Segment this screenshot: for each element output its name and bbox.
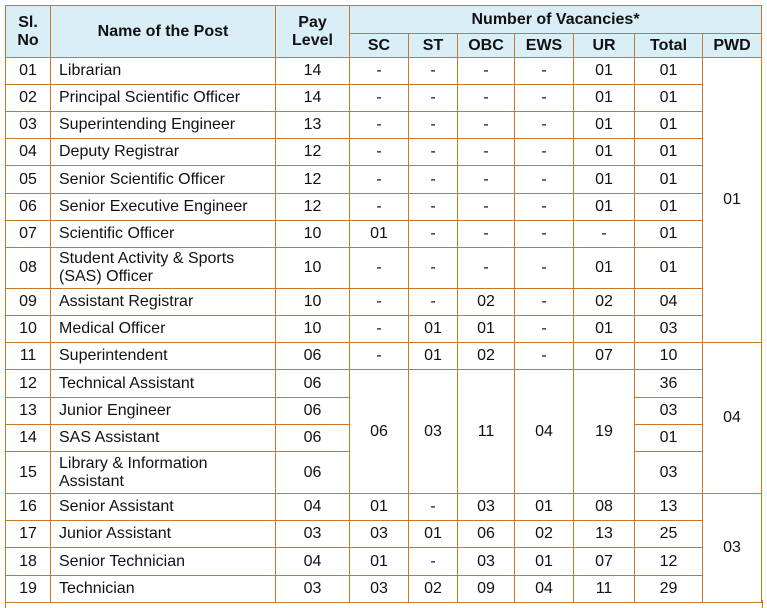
cell-st: - bbox=[409, 112, 458, 139]
cell-ews: - bbox=[515, 289, 574, 316]
cell-ur: 08 bbox=[574, 494, 635, 521]
cell-ur: 07 bbox=[574, 343, 635, 370]
cell-sl-no: 10 bbox=[6, 316, 51, 343]
cell-sc: - bbox=[350, 85, 409, 112]
cell-total: 36 bbox=[635, 370, 703, 398]
cell-post-name: Senior Technician bbox=[51, 548, 276, 576]
cell-sc: 01 bbox=[350, 221, 409, 248]
cell-sc: - bbox=[350, 194, 409, 221]
header-ews: EWS bbox=[515, 34, 574, 58]
cell-sl-no: 12 bbox=[6, 370, 51, 398]
table-row bbox=[6, 370, 762, 398]
cell-ews: - bbox=[515, 343, 574, 370]
cell-ews: 01 bbox=[515, 494, 574, 521]
cell-post-name: Medical Officer bbox=[51, 316, 276, 343]
table-row bbox=[6, 85, 762, 112]
cell-pay-level: 10 bbox=[276, 316, 350, 343]
header-name-of-post: Name of the Post bbox=[51, 6, 276, 58]
cell-obc: - bbox=[458, 85, 515, 112]
cell-st: - bbox=[409, 85, 458, 112]
cell-total: 04 bbox=[635, 289, 703, 316]
cell-ur: 02 bbox=[574, 289, 635, 316]
cell-st: - bbox=[409, 139, 458, 166]
cell-total: 03 bbox=[635, 452, 703, 494]
cell-pay-level: 14 bbox=[276, 85, 350, 112]
cell-sc: - bbox=[350, 289, 409, 316]
cell-post-name: Technician bbox=[51, 576, 276, 603]
cell-ur: 01 bbox=[574, 112, 635, 139]
table-row bbox=[6, 194, 762, 221]
cell-post-name: Junior Assistant bbox=[51, 521, 276, 548]
cell-ur-merged: 19 bbox=[574, 370, 635, 494]
cell-pay-level: 14 bbox=[276, 58, 350, 85]
cell-sc: - bbox=[350, 112, 409, 139]
cell-obc-merged: 11 bbox=[458, 370, 515, 494]
header-obc: OBC bbox=[458, 34, 515, 58]
table-row bbox=[6, 139, 762, 166]
cell-pay-level: 12 bbox=[276, 139, 350, 166]
cell-st: - bbox=[409, 194, 458, 221]
table-row bbox=[6, 166, 762, 194]
cell-ews: 01 bbox=[515, 548, 574, 576]
cell-sl-no: 08 bbox=[6, 248, 51, 289]
cell-post-name: Scientific Officer bbox=[51, 221, 276, 248]
cell-obc: - bbox=[458, 139, 515, 166]
cell-sl-no: 17 bbox=[6, 521, 51, 548]
cell-sl-no: 19 bbox=[6, 576, 51, 603]
header-sc: SC bbox=[350, 34, 409, 58]
cell-total: 01 bbox=[635, 112, 703, 139]
cell-sl-no: 18 bbox=[6, 548, 51, 576]
cell-pay-level: 06 bbox=[276, 343, 350, 370]
cell-sl-no: 13 bbox=[6, 398, 51, 425]
cell-obc: - bbox=[458, 112, 515, 139]
cell-pay-level: 10 bbox=[276, 248, 350, 289]
cell-ur: 01 bbox=[574, 85, 635, 112]
cell-sl-no: 07 bbox=[6, 221, 51, 248]
cell-pay-level: 06 bbox=[276, 398, 350, 425]
cell-st: - bbox=[409, 248, 458, 289]
cell-pay-level: 03 bbox=[276, 521, 350, 548]
cell-post-name: Senior Assistant bbox=[51, 494, 276, 521]
cell-sl-no: 09 bbox=[6, 289, 51, 316]
table-row bbox=[6, 494, 762, 521]
cell-post-name: Librarian bbox=[51, 58, 276, 85]
cell-total: 01 bbox=[635, 425, 703, 452]
cell-st-merged: 03 bbox=[409, 370, 458, 494]
cell-st: - bbox=[409, 221, 458, 248]
cell-st: - bbox=[409, 166, 458, 194]
table-row bbox=[6, 248, 762, 289]
cell-pay-level: 12 bbox=[276, 166, 350, 194]
table-row bbox=[6, 58, 762, 85]
cell-st: - bbox=[409, 289, 458, 316]
table-row bbox=[6, 221, 762, 248]
cell-ews: - bbox=[515, 316, 574, 343]
cell-pay-level: 04 bbox=[276, 548, 350, 576]
cell-obc: 02 bbox=[458, 343, 515, 370]
cell-ews: - bbox=[515, 194, 574, 221]
cell-ews-merged: 04 bbox=[515, 370, 574, 494]
cell-ews: - bbox=[515, 112, 574, 139]
cell-obc: - bbox=[458, 221, 515, 248]
cell-pay-level: 12 bbox=[276, 194, 350, 221]
cell-pwd-group-2: 04 bbox=[703, 343, 762, 494]
cell-total: 01 bbox=[635, 139, 703, 166]
cell-sl-no: 15 bbox=[6, 452, 51, 494]
cell-st: 02 bbox=[409, 576, 458, 603]
cell-sc: 01 bbox=[350, 494, 409, 521]
cell-ews: - bbox=[515, 221, 574, 248]
cell-sc: 01 bbox=[350, 548, 409, 576]
cell-obc: 09 bbox=[458, 576, 515, 603]
cell-total: 10 bbox=[635, 343, 703, 370]
cell-ur: 07 bbox=[574, 548, 635, 576]
cell-sc: - bbox=[350, 139, 409, 166]
cell-post-name: Assistant Registrar bbox=[51, 289, 276, 316]
cell-sc: 03 bbox=[350, 576, 409, 603]
cell-st: - bbox=[409, 58, 458, 85]
cell-total: 29 bbox=[635, 576, 703, 603]
cell-sl-no: 16 bbox=[6, 494, 51, 521]
cell-pay-level: 06 bbox=[276, 370, 350, 398]
cell-obc: 01 bbox=[458, 316, 515, 343]
cell-obc: 03 bbox=[458, 494, 515, 521]
cell-obc: - bbox=[458, 248, 515, 289]
cell-ews: - bbox=[515, 166, 574, 194]
cell-pay-level: 10 bbox=[276, 289, 350, 316]
cell-obc: 03 bbox=[458, 548, 515, 576]
cell-post-name: Superintending Engineer bbox=[51, 112, 276, 139]
cell-post-name: Superintendent bbox=[51, 343, 276, 370]
cell-sl-no: 06 bbox=[6, 194, 51, 221]
cell-pwd-group-1: 01 bbox=[703, 58, 762, 343]
header-pay-level: Pay Level bbox=[276, 6, 350, 58]
table-row bbox=[6, 548, 762, 576]
cell-total: 01 bbox=[635, 85, 703, 112]
header-ur: UR bbox=[574, 34, 635, 58]
cell-pay-level: 06 bbox=[276, 452, 350, 494]
cell-st: 01 bbox=[409, 316, 458, 343]
cell-st: - bbox=[409, 494, 458, 521]
cell-post-name: Deputy Registrar bbox=[51, 139, 276, 166]
vacancy-table bbox=[5, 5, 762, 603]
cell-ur: 11 bbox=[574, 576, 635, 603]
cell-total: 03 bbox=[635, 398, 703, 425]
cell-ur: 01 bbox=[574, 139, 635, 166]
cell-sc: - bbox=[350, 343, 409, 370]
cell-sl-no: 04 bbox=[6, 139, 51, 166]
cell-st: - bbox=[409, 548, 458, 576]
cell-sl-no: 14 bbox=[6, 425, 51, 452]
cell-total: 01 bbox=[635, 248, 703, 289]
cell-sl-no: 11 bbox=[6, 343, 51, 370]
table-row bbox=[6, 521, 762, 548]
table-row bbox=[6, 343, 762, 370]
cell-ur: 01 bbox=[574, 316, 635, 343]
cell-obc: - bbox=[458, 194, 515, 221]
cell-total: 01 bbox=[635, 221, 703, 248]
cell-ews: - bbox=[515, 248, 574, 289]
cell-sl-no: 01 bbox=[6, 58, 51, 85]
cell-post-name: SAS Assistant bbox=[51, 425, 276, 452]
cell-post-name: Library & Information Assistant bbox=[51, 452, 276, 494]
header-number-of-vacancies: Number of Vacancies* bbox=[350, 6, 762, 34]
table-row bbox=[6, 112, 762, 139]
header-pwd: PWD bbox=[703, 34, 762, 58]
cell-post-name: Senior Executive Engineer bbox=[51, 194, 276, 221]
cell-ur: 01 bbox=[574, 166, 635, 194]
cell-obc: - bbox=[458, 58, 515, 85]
cell-pay-level: 13 bbox=[276, 112, 350, 139]
table-row bbox=[6, 289, 762, 316]
cell-pay-level: 06 bbox=[276, 425, 350, 452]
cell-ews: - bbox=[515, 85, 574, 112]
cell-ur: 01 bbox=[574, 194, 635, 221]
cell-obc: 02 bbox=[458, 289, 515, 316]
header-sl-no: Sl. No bbox=[6, 6, 51, 58]
header-total: Total bbox=[635, 34, 703, 58]
cell-sc: - bbox=[350, 166, 409, 194]
cell-total: 01 bbox=[635, 194, 703, 221]
cell-ur: - bbox=[574, 221, 635, 248]
cell-ews: 02 bbox=[515, 521, 574, 548]
cell-ews: - bbox=[515, 58, 574, 85]
table-row bbox=[6, 316, 762, 343]
cell-ur: 13 bbox=[574, 521, 635, 548]
cell-sl-no: 03 bbox=[6, 112, 51, 139]
cell-total: 01 bbox=[635, 58, 703, 85]
cell-ur: 01 bbox=[574, 58, 635, 85]
cell-pay-level: 04 bbox=[276, 494, 350, 521]
cell-total: 03 bbox=[635, 316, 703, 343]
cell-ews: - bbox=[515, 139, 574, 166]
cell-ur: 01 bbox=[574, 248, 635, 289]
cell-pay-level: 03 bbox=[276, 576, 350, 603]
cell-post-name: Technical Assistant bbox=[51, 370, 276, 398]
cell-total: 25 bbox=[635, 521, 703, 548]
cell-sl-no: 02 bbox=[6, 85, 51, 112]
cell-obc: 06 bbox=[458, 521, 515, 548]
cell-post-name: Student Activity & Sports (SAS) Officer bbox=[51, 248, 276, 289]
cell-obc: - bbox=[458, 166, 515, 194]
cell-total: 12 bbox=[635, 548, 703, 576]
cell-sl-no: 05 bbox=[6, 166, 51, 194]
cell-st: 01 bbox=[409, 521, 458, 548]
cell-post-name: Junior Engineer bbox=[51, 398, 276, 425]
cell-total: 13 bbox=[635, 494, 703, 521]
cell-total: 01 bbox=[635, 166, 703, 194]
cell-sc: 03 bbox=[350, 521, 409, 548]
cell-st: 01 bbox=[409, 343, 458, 370]
cell-sc: - bbox=[350, 316, 409, 343]
cell-sc-merged: 06 bbox=[350, 370, 409, 494]
header-st: ST bbox=[409, 34, 458, 58]
cell-pay-level: 10 bbox=[276, 221, 350, 248]
cell-ews: 04 bbox=[515, 576, 574, 603]
cell-post-name: Senior Scientific Officer bbox=[51, 166, 276, 194]
cell-post-name: Principal Scientific Officer bbox=[51, 85, 276, 112]
cell-sc: - bbox=[350, 248, 409, 289]
cell-pwd-group-3: 03 bbox=[703, 494, 762, 603]
cell-sc: - bbox=[350, 58, 409, 85]
table-row bbox=[6, 576, 762, 603]
